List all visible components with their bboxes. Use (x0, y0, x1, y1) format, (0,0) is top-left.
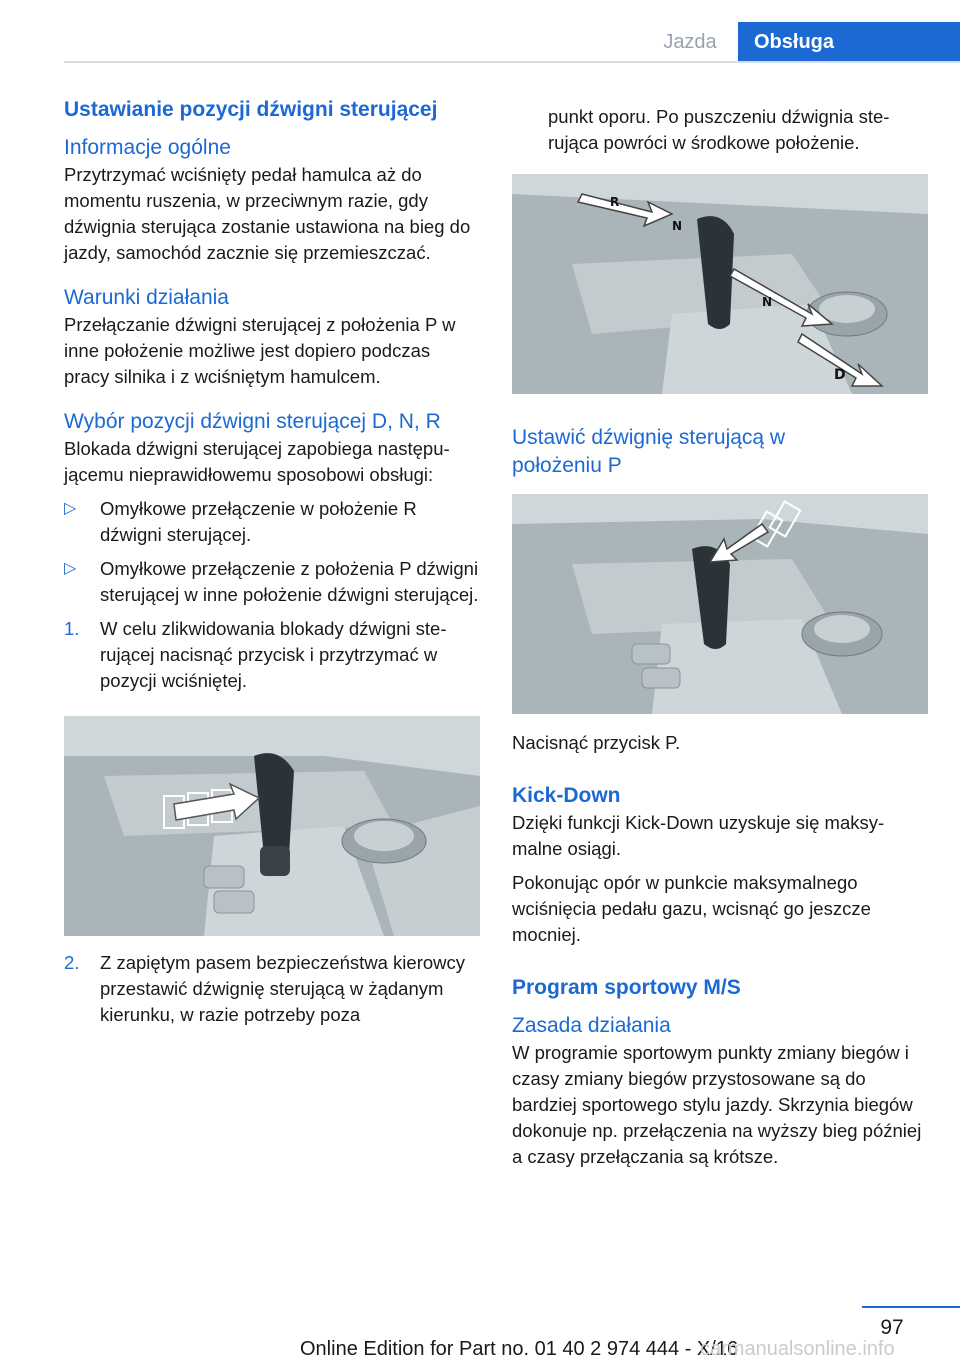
bullet-text: Omyłkowe przełączenie z położenia P dźwigni sterującej w inne położenie dźwigni sterującej. (100, 558, 479, 605)
heading-set-park: Ustawić dźwignię sterującą w położeniu P (512, 426, 786, 477)
page-number-rule (862, 1306, 960, 1308)
heading-select-position: Wybór pozycji dźwigni sterującej D, N, R (64, 410, 441, 433)
heading-general-info: Informacje ogólne (64, 136, 231, 159)
gear-lever-shift-illustration (512, 174, 928, 394)
step-text: Z zapiętym pasem bezpieczeństwa kierowcy przestawić dźwignię sterującą w żądanym kierunku, w razie potrzeby poza (100, 952, 466, 1025)
kickdown-text-1: Dzięki funkcji Kick-Down uzyskuje się maksymalne osiągi. (512, 812, 885, 859)
step-1 (64, 616, 480, 694)
step-2 (64, 950, 480, 1028)
edition-footer: Online Edition for Part no. 01 40 2 974 444 - X/16 (300, 1338, 739, 1360)
bullet-text: Omyłkowe przełączenie w położenie R dźwigni sterującej. (100, 498, 417, 545)
gear-lever-unlock-illustration (64, 716, 480, 936)
continuation-text: punkt oporu. Po puszczeniu dźwignia sterująca powróci w środkowe położenie. (548, 106, 890, 153)
general-info-text: Przytrzymać wciśnięty pedał hamulca aż do momentu ruszenia, w przeciwnym razie, gdy dźwignia sterująca zostanie ustawiona na bieg do jazdy, samochód zacznie się przemieszczać. (64, 164, 471, 263)
label-r: R (610, 195, 620, 209)
conditions-text: Przełączanie dźwigni sterującej z położenia P w inne położenie możliwe jest dopiero podczas pracy silnika i z wciśniętym hamulcem. (64, 314, 456, 387)
heading-kickdown: Kick-Down (512, 784, 621, 807)
step-number: 1. (64, 618, 80, 639)
tab-obsluga[interactable]: Obsługa (738, 22, 960, 62)
triangle-bullet-icon: ▷ (64, 500, 77, 517)
tab-jazda[interactable]: Jazda (663, 31, 717, 53)
step-text: W celu zlikwidowania blokady dźwigni sterującej nacisnąć przycisk i przytrzymać w pozycji wciśniętej. (100, 618, 447, 691)
header-divider (64, 61, 960, 63)
triangle-bullet-icon: ▷ (64, 560, 77, 577)
heading-conditions: Warunki działania (64, 286, 229, 309)
label-n-bottom: N (762, 295, 773, 309)
park-button-illustration (512, 494, 928, 714)
heading-sport-program: Program sportowy M/S (512, 976, 741, 999)
kickdown-text-2: Pokonując opór w punkcie maksymalnego wciśnięcia pedału gazu, wcisnąć go jeszcze mocniej. (512, 872, 871, 945)
watermark: carmanualsonline.info (700, 1338, 895, 1360)
heading-principle: Zasada działania (512, 1014, 671, 1037)
step-number: 2. (64, 952, 80, 973)
list-item (64, 556, 480, 608)
page-number: 97 (880, 1316, 904, 1339)
select-position-text: Blokada dźwigni sterującej zapobiega następującemu nieprawidłowemu sposobowi obsługi: (64, 438, 450, 485)
label-n-top: N (672, 219, 683, 233)
label-d: D (834, 367, 846, 383)
page-title: Ustawianie pozycji dźwigni sterującej (64, 98, 438, 121)
press-p-text: Nacisnąć przycisk P. (512, 732, 681, 753)
right-column (512, 104, 928, 1170)
principle-text: W programie sportowym punkty zmiany biegów i czasy zmiany biegów przystosowane są do bardziej sportowego stylu jazdy. Skrzynia biegów dokonuje np. przełączenia na wyższy bieg później a czasy przełączania są krótsze. (512, 1042, 922, 1167)
left-column (64, 96, 480, 1036)
list-item (64, 496, 480, 548)
